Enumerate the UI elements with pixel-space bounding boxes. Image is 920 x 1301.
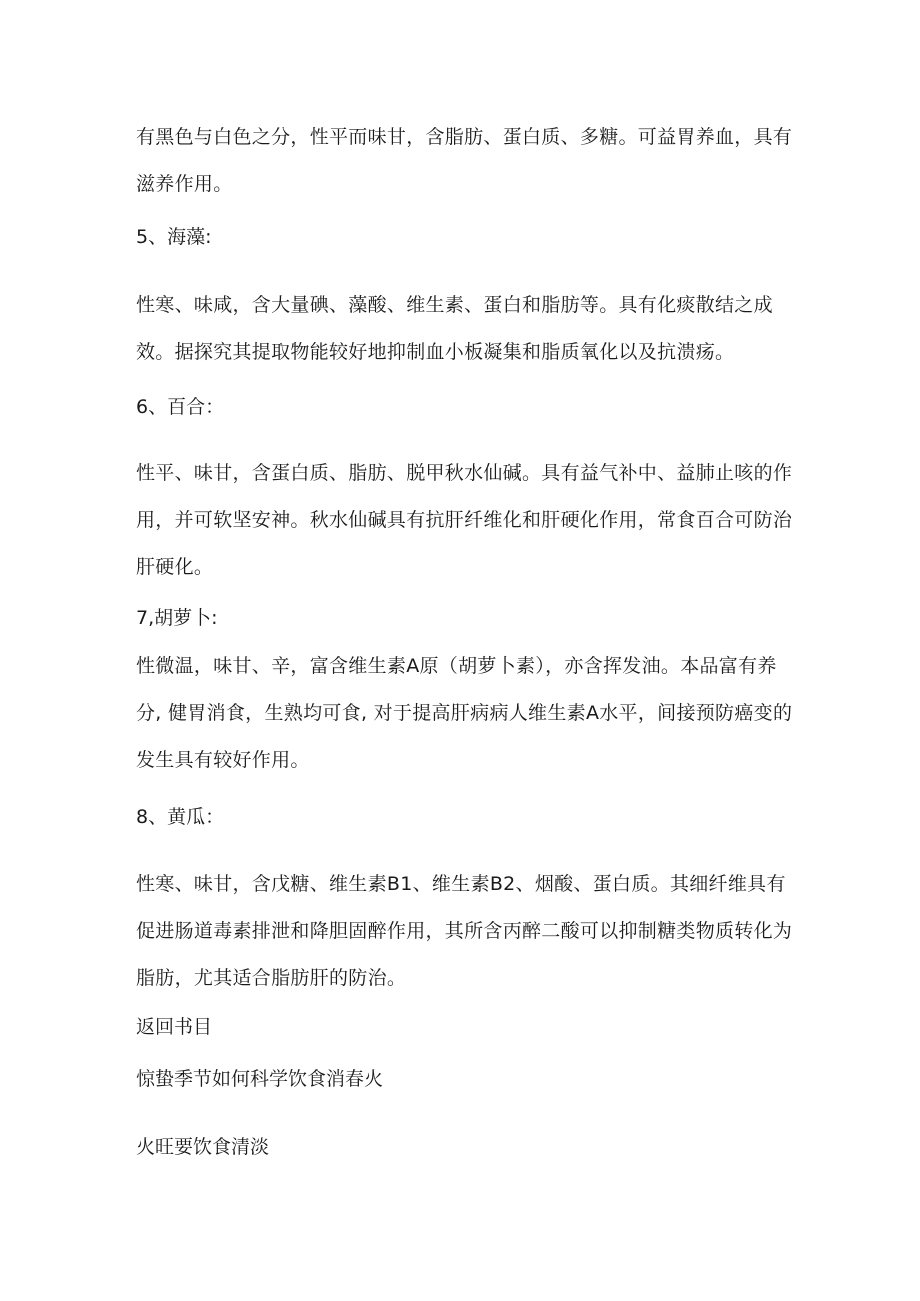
heading-cucumber: 8、黄瓜： [136,806,225,828]
heading-seaweed: 5、海藻: [136,226,212,248]
subheading: 火旺要饮食清淡 [136,1136,270,1158]
back-to-catalog-link[interactable]: 返回书目 [136,1016,213,1038]
article-title: 惊蛰季节如何科学饮食消春火 [136,1068,384,1090]
paragraph-carrot: 性微温，味甘、辛，富含维生素A原（胡萝卜素），亦含挥发油。本品富有养分, 健胃消食，生熟均可食, 对于提高肝病病人维生素A水平，间接预防癌变的发生具有较好作用。 [136,655,793,771]
intro-paragraph: 有黑色与白色之分，性平而味甘，含脂肪、蛋白质、多糖。可益胃养血，具有滋养作用。 [136,126,793,195]
paragraph-lily: 性平、味甘，含蛋白质、脂肪、脱甲秋水仙碱。具有益气补中、益肺止咳的作用，并可软坚安神。秋水仙碱具有抗肝纤维化和肝硬化作用，常食百合可防治肝硬化。 [136,462,793,578]
heading-lily: 6、百合： [136,396,225,418]
paragraph-seaweed: 性寒、味咸，含大量碘、藻酸、维生素、蛋白和脂肪等。具有化痰散结之成效。据探究其提取物能较好地抑制血小板凝集和脂质氧化以及抗溃疡。 [136,294,773,363]
heading-carrot: 7,胡萝卜: [136,607,218,629]
paragraph-cucumber: 性寒、味甘，含戊糖、维生素B1、维生素B2、烟酸、蛋白质。其细纤维具有促进肠道毒素排泄和降胆固醉作用，其所含丙醉二酸可以抑制糖类物质转化为脂肪，尤其适合脂肪肝的防治。 [136,873,793,989]
